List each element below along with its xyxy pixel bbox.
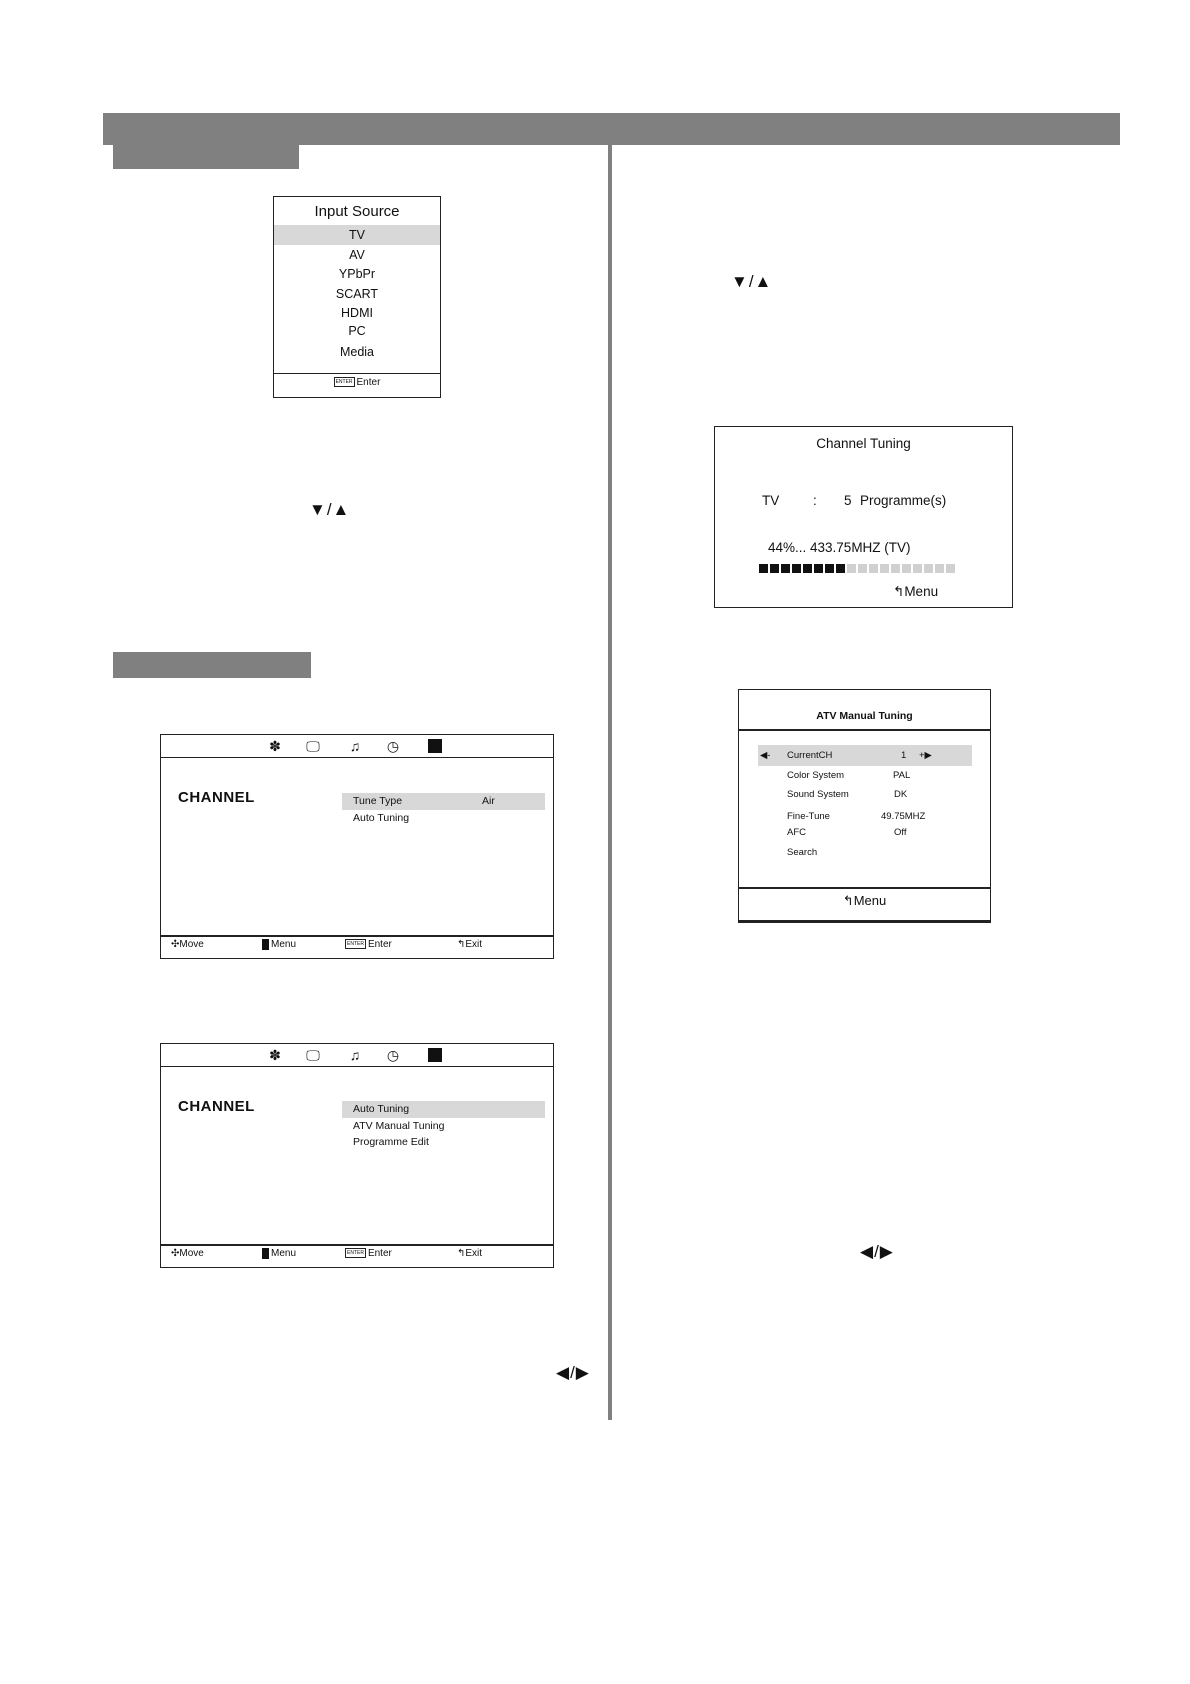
gear-icon[interactable]: ✽ <box>269 1047 281 1063</box>
channel-menu-screen-2 <box>160 1043 554 1268</box>
programme-count-label: Programme(s) <box>860 493 947 508</box>
exit-label: Exit <box>465 939 483 950</box>
row-label: Search <box>787 847 818 858</box>
left-arrow-icon[interactable]: ◀- <box>760 750 771 761</box>
progress-segment-empty <box>847 564 856 573</box>
menu-option-tune-type[interactable] <box>342 793 545 810</box>
menu-option-atv-manual-tuning[interactable]: ATV Manual Tuning <box>353 1120 445 1132</box>
input-item-ypbpr[interactable]: YPbPr <box>338 267 376 281</box>
divider <box>274 373 440 374</box>
row-value: DK <box>894 789 908 800</box>
row-label: Color System <box>787 770 845 781</box>
input-source-menu <box>273 196 441 398</box>
return-icon: ↰ <box>842 893 854 908</box>
menu-option-auto-tuning[interactable]: Auto Tuning <box>342 1101 545 1118</box>
input-item-media[interactable]: Media <box>339 345 375 359</box>
channel-tuning-dialog <box>714 426 1013 608</box>
atv-row-current-ch[interactable] <box>758 745 972 766</box>
down-up-arrows-icon: ▼/▲ <box>309 500 351 519</box>
menu-option-programme-edit[interactable]: Programme Edit <box>353 1136 429 1148</box>
music-note-icon[interactable]: ♫ <box>349 738 361 754</box>
menu-key-icon <box>262 939 269 950</box>
section-tab-channel <box>113 652 311 678</box>
atv-row-afc[interactable] <box>758 822 972 843</box>
divider <box>739 887 990 889</box>
menu-label: Menu <box>853 893 887 908</box>
monitor-icon[interactable]: 🖵 <box>306 1047 320 1063</box>
footer-enter <box>345 939 392 950</box>
progress-segment-empty <box>902 564 911 573</box>
row-value: 1 <box>901 750 907 761</box>
progress-segment-empty <box>880 564 889 573</box>
progress-segment-filled <box>770 564 779 573</box>
enter-label: Enter <box>356 377 381 388</box>
progress-segment-empty <box>935 564 944 573</box>
input-item-tv[interactable]: TV <box>274 225 440 245</box>
square-icon[interactable] <box>428 739 442 753</box>
menu-title: CHANNEL <box>178 1098 255 1115</box>
progress-segment-filled <box>781 564 790 573</box>
footer-exit <box>457 939 482 950</box>
progress-segment-empty <box>913 564 922 573</box>
row-label: Sound System <box>787 789 849 800</box>
progress-segment-empty <box>869 564 878 573</box>
menu-icon-bar <box>161 735 553 758</box>
move-label: Move <box>179 1248 204 1259</box>
move-arrows-icon: ✣ <box>171 939 180 950</box>
atv-row-color-system[interactable] <box>758 765 972 786</box>
return-icon: ↰ <box>457 1248 466 1259</box>
footer-exit <box>457 1248 482 1259</box>
atv-title: ATV Manual Tuning <box>816 710 913 722</box>
atv-row-search[interactable] <box>758 842 972 863</box>
return-icon: ↰ <box>893 584 905 599</box>
input-item-av[interactable]: AV <box>349 248 365 262</box>
progress-segment-empty <box>924 564 933 573</box>
progress-segment-empty <box>891 564 900 573</box>
menu-label: Menu <box>904 584 939 599</box>
footer-enter <box>345 1248 392 1259</box>
exit-label: Exit <box>465 1248 483 1259</box>
progress-segment-filled <box>759 564 768 573</box>
divider <box>739 729 990 731</box>
tuning-colon: : <box>813 493 817 508</box>
atv-row-sound-system[interactable] <box>758 784 972 805</box>
progress-segment-empty <box>858 564 867 573</box>
music-note-icon[interactable]: ♫ <box>349 1047 361 1063</box>
progress-segment-filled <box>814 564 823 573</box>
row-label: AFC <box>787 827 806 838</box>
atv-manual-tuning-dialog <box>738 689 991 923</box>
input-source-footer <box>274 377 440 388</box>
channel-tuning-title: Channel Tuning <box>816 436 911 451</box>
menu-key-icon <box>262 1248 269 1259</box>
input-source-title: Input Source <box>314 203 400 220</box>
channel-menu-screen-1 <box>160 734 554 959</box>
input-item-scart[interactable]: SCART <box>335 287 379 301</box>
row-value: 49.75MHZ <box>881 811 926 822</box>
programme-count: 5 <box>844 493 852 508</box>
menu-return-label <box>893 584 938 600</box>
progress-segment-empty <box>946 564 955 573</box>
move-arrows-icon: ✣ <box>171 1248 180 1259</box>
row-value: Off <box>894 827 907 838</box>
gear-icon[interactable]: ✽ <box>269 738 281 754</box>
tuning-progress-text: 44%... 433.75MHZ (TV) <box>768 540 911 555</box>
right-arrow-icon[interactable]: +▶ <box>919 750 932 761</box>
section-tab-input-source <box>113 145 299 169</box>
enter-label: Enter <box>367 1248 392 1259</box>
progress-segment-filled <box>803 564 812 573</box>
divider <box>161 1244 553 1246</box>
section-header-bar <box>103 113 1120 145</box>
footer-move <box>171 939 204 950</box>
footer-move <box>171 1248 204 1259</box>
progress-segment-filled <box>836 564 845 573</box>
option-value: Air <box>482 795 495 807</box>
clock-icon[interactable]: ◷ <box>386 738 400 754</box>
move-label: Move <box>179 939 204 950</box>
menu-title: CHANNEL <box>178 789 255 806</box>
return-icon: ↰ <box>457 939 466 950</box>
enter-key-icon: ENTER <box>347 941 364 948</box>
menu-label: Menu <box>271 1248 297 1260</box>
enter-key-icon: ENTER <box>347 1250 364 1257</box>
progress-segment-filled <box>825 564 834 573</box>
column-divider <box>608 145 612 1420</box>
menu-option-auto-tuning[interactable] <box>342 810 545 827</box>
menu-return-label <box>739 893 990 909</box>
progress-segment-filled <box>792 564 801 573</box>
row-label: CurrentCH <box>787 750 833 761</box>
left-right-arrows-icon: ◀/▶ <box>556 1363 590 1382</box>
option-label: Auto Tuning <box>353 812 410 824</box>
clock-icon[interactable]: ◷ <box>386 1047 400 1063</box>
option-label: Tune Type <box>353 795 403 807</box>
input-item-pc[interactable]: PC <box>348 324 366 338</box>
square-icon[interactable] <box>428 1048 442 1062</box>
menu-label: Menu <box>271 939 297 951</box>
footer-menu <box>262 939 296 950</box>
divider <box>161 935 553 937</box>
down-up-arrows-icon: ▼/▲ <box>731 272 773 291</box>
input-item-hdmi[interactable]: HDMI <box>341 306 373 320</box>
footer-menu <box>262 1248 296 1259</box>
enter-label: Enter <box>367 939 392 950</box>
left-right-arrows-icon: ◀/▶ <box>860 1242 894 1261</box>
tuning-source: TV <box>762 493 780 508</box>
row-label: Fine-Tune <box>787 811 830 822</box>
monitor-icon[interactable]: 🖵 <box>306 738 320 754</box>
enter-key-icon: ENTER <box>335 379 353 386</box>
row-value: PAL <box>893 770 911 781</box>
menu-icon-bar <box>161 1044 553 1067</box>
